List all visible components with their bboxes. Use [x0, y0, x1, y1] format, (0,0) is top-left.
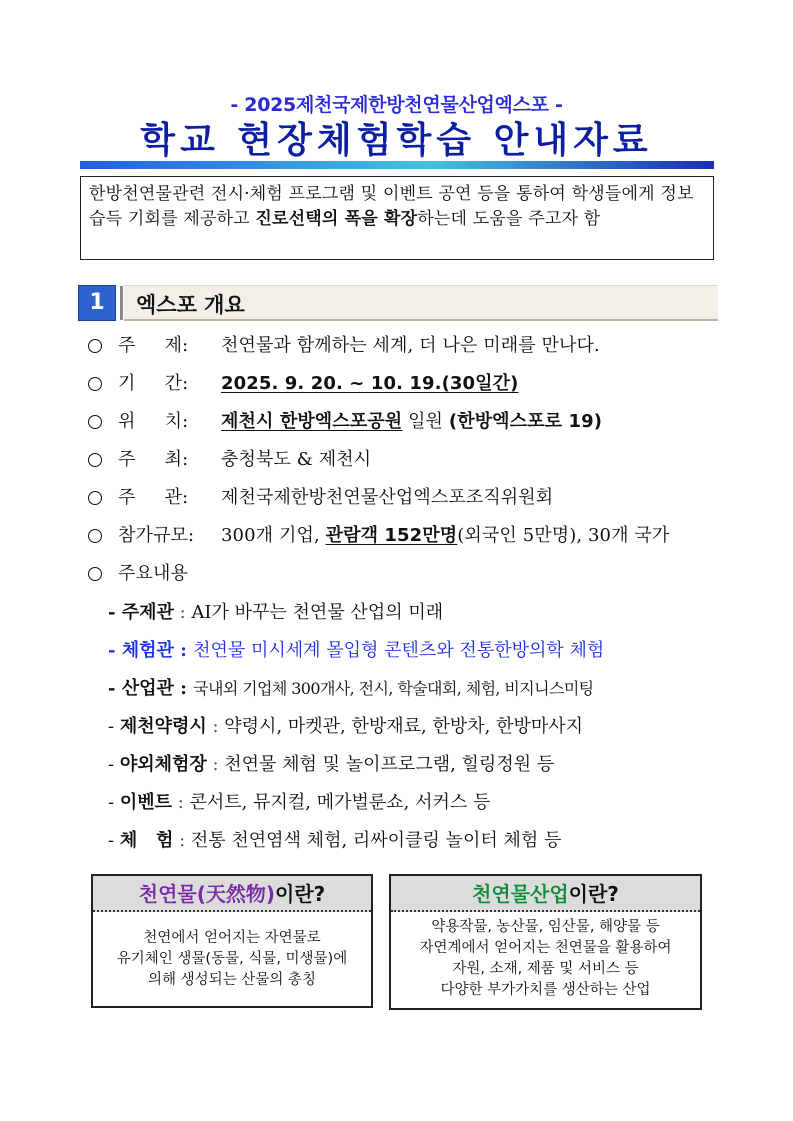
scale-visitors: 관람객 152만명 [325, 525, 458, 546]
content-name: 야외체험장 [119, 754, 207, 775]
definition-line: 의해 생성되는 산물의 총칭 [148, 972, 316, 988]
intro-text-2: 하는데 도움을 주고자 함 [417, 209, 601, 229]
location-label: 위 치: [118, 411, 189, 432]
dash: - [108, 716, 120, 737]
content-name: 체험관 [121, 640, 174, 661]
location-address: (한방엑스포로 19) [448, 411, 603, 432]
definition-line: 자연계에서 얻어지는 천연물을 활용하여 [419, 940, 672, 956]
intro-box [80, 176, 714, 260]
content-item [108, 712, 583, 742]
content-desc: 콘서트, 뮤지컬, 메가벌룬쇼, 서커스 등 [189, 792, 491, 813]
separator: : [171, 792, 190, 813]
content-item [108, 826, 561, 856]
organizer-value: 제천국제한방천연물산업엑스포조직위원회 [221, 487, 554, 508]
dash: - [108, 754, 120, 775]
scale-value [221, 521, 669, 551]
section-header [124, 285, 718, 321]
content-item [108, 674, 594, 704]
content-name: 이벤트 [119, 792, 172, 813]
definition-box-natural [91, 874, 373, 1008]
definition-line: 자원, 소재, 제품 및 서비스 등 [452, 961, 639, 977]
content-name: 제천약령시 [119, 716, 207, 737]
definition-line: 다양한 부가가치를 생산하는 산업 [440, 982, 651, 998]
circle-bullet-icon [88, 377, 102, 391]
content-desc: 약령시, 마켓관, 한방재료, 한방차, 한방마사지 [224, 716, 584, 737]
definition-term: 천연물(天然物) [138, 882, 275, 906]
content-desc: 전통 천연염색 체험, 리싸이클링 놀이터 체험 등 [190, 830, 562, 851]
content-item [108, 750, 554, 780]
scale-rest: (외국인 5만명), 30개 국가 [457, 525, 670, 546]
theme-label: 주 제: [118, 335, 189, 356]
title-underline-bar [80, 161, 714, 169]
circle-bullet-icon [88, 339, 102, 353]
definition-suffix: 이란? [275, 882, 326, 906]
content-item [108, 598, 443, 628]
separator: : [173, 830, 191, 851]
definition-body-natural [93, 928, 371, 991]
page-title: 학교 현장체험학습 안내자료 [140, 120, 653, 161]
dash: - [108, 830, 120, 851]
circle-bullet-icon [88, 529, 102, 543]
period-label: 기 간: [118, 373, 189, 394]
section-number: 1 [78, 285, 116, 321]
definition-title-industry [391, 876, 700, 912]
definition-line: 천연에서 얻어지는 자연물로 [143, 930, 321, 946]
definition-suffix: 이란? [568, 882, 619, 906]
dash: - [108, 678, 122, 699]
organizer-label: 주 관: [118, 487, 189, 508]
content-desc: AI가 바꾸는 천연물 산업의 미래 [191, 602, 444, 623]
content-desc: 국내외 기업체 300개사, 전시, 학술대회, 체험, 비지니스미팅 [193, 679, 594, 698]
definition-title-natural [93, 876, 371, 912]
dash: - [108, 602, 122, 623]
content-name: 주제관 [121, 602, 174, 623]
circle-bullet-icon [88, 453, 102, 467]
definition-term: 천연물산업 [472, 882, 569, 906]
contents-label: 주요내용 [118, 563, 188, 584]
definition-line: 유기체인 생물(동물, 식물, 미생물)에 [116, 951, 348, 967]
period-value: 2025. 9. 20. ~ 10. 19.(30일간) [221, 373, 519, 394]
circle-bullet-icon [88, 567, 102, 581]
separator: : [206, 716, 225, 737]
dash: - [108, 792, 120, 813]
content-item [108, 636, 604, 666]
host-label: 주 최: [118, 449, 189, 470]
content-desc: 천연물 미시세계 몰입형 콘텐츠와 전통한방의학 체험 [193, 640, 605, 661]
expo-subtitle: - 2025제천국제한방천연물산업엑스포 - [230, 94, 563, 116]
content-name: 체 험 [119, 830, 174, 851]
location-value [221, 407, 602, 437]
scale-companies: 300개 기업, [221, 525, 326, 546]
separator: : [173, 602, 192, 623]
section-divider [120, 286, 123, 320]
separator: : [173, 640, 194, 661]
intro-text-1: 한방천연물관련 전시·체험 프로그램 및 이벤트 공연 등을 통하여 학생들에게 정보습득 기회를 제공하고 [89, 184, 694, 229]
circle-bullet-icon [88, 415, 102, 429]
circle-bullet-icon [88, 491, 102, 505]
dash: - [108, 640, 122, 661]
content-item [108, 788, 490, 818]
intro-text-bold: 진로선택의 폭을 확장 [255, 209, 418, 229]
definition-body-industry [391, 917, 700, 1001]
location-mid: 일원 [402, 411, 449, 432]
content-name: 산업관 [121, 678, 174, 699]
definition-box-industry [389, 874, 702, 1010]
scale-label: 참가규모: [118, 525, 195, 546]
host-value: 충청북도 & 제천시 [221, 449, 372, 470]
theme-value: 천연물과 함께하는 세계, 더 나은 미래를 만나다. [221, 335, 600, 356]
definition-line: 약용작물, 농산물, 임산물, 해양물 등 [431, 919, 660, 935]
section-title: 엑스포 개요 [136, 293, 245, 317]
content-desc: 천연물 체험 및 놀이프로그램, 힐링정원 등 [224, 754, 555, 775]
separator: : [173, 678, 194, 699]
separator: : [206, 754, 225, 775]
location-name: 제천시 한방엑스포공원 [221, 411, 403, 432]
